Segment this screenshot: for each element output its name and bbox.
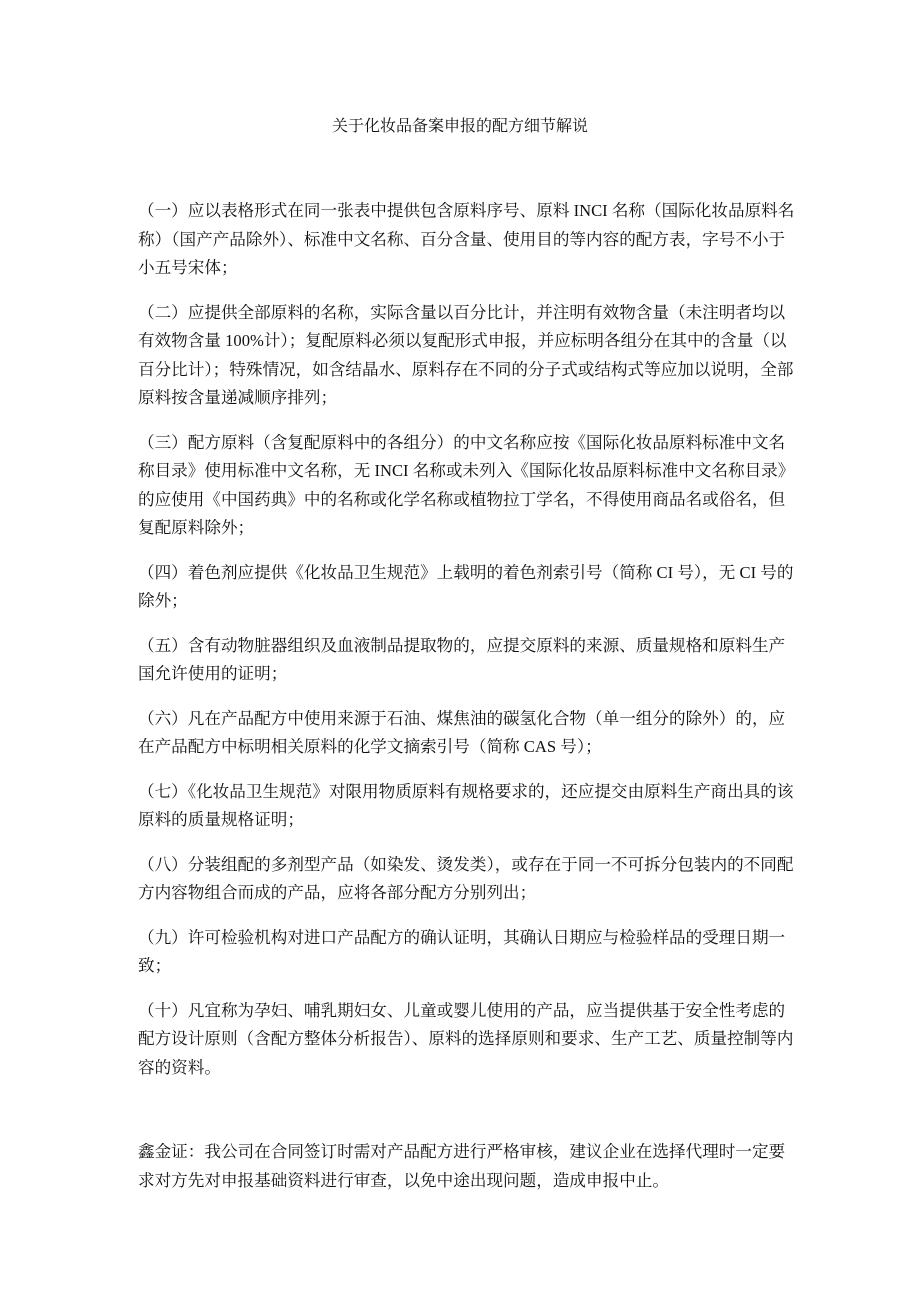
text-line: 配方设计原则（含配方整体分析报告）、原料的选择原则和要求、生产工艺、质量控制等内 <box>138 1029 794 1048</box>
text-line: 求对方先对申报基础资料进行审查，以免中途出现问题，造成申报中止。 <box>138 1170 669 1190</box>
text-line: （三）配方原料（含复配原料中的各组分）的中文名称应按《国际化妆品原料标准中文名 <box>138 432 786 452</box>
text-line: 原料按含量递减顺序排列； <box>138 388 338 407</box>
document-title: 关于化妆品备案申报的配方细节解说 <box>331 118 588 135</box>
text-line: 原料的质量规格证明； <box>138 810 304 829</box>
text-line: 复配原料除外； <box>138 518 255 537</box>
requirement-paragraph <box>138 851 794 908</box>
requirement-paragraph <box>138 924 788 981</box>
text-line: 有效物含量 100%计）；复配原料必须以复配形式申报，并应标明各组分在其中的含量（以 <box>138 331 787 350</box>
text-line: （八）分装组配的多剂型产品（如染发、烫发类），或存在于同一不可拆分包装内的不同配 <box>138 854 794 874</box>
text-line: 百分比计）；特殊情况，如含结晶水、原料存在不同的分子式或结构式等应加以说明，全部 <box>138 359 794 379</box>
text-line: 鑫金证：我公司在合同签订时需对产品配方进行严格审核，建议企业在选择代理时一定要 <box>138 1142 786 1161</box>
requirement-paragraph <box>138 429 795 543</box>
text-line: 的应使用《中国药典》中的名称或化学名称或植物拉丁学名，不得使用商品名或俗名，但 <box>138 489 786 509</box>
text-line: 小五号宋体； <box>138 258 238 277</box>
text-line: 方内容物组合而成的产品，应将各部分配方分别列出； <box>138 883 537 902</box>
closing-paragraph <box>138 1138 788 1195</box>
requirement-paragraph <box>138 299 794 413</box>
text-line: （七）《化妆品卫生规范》对限用物质原料有规格要求的，还应提交由原料生产商出具的该 <box>138 781 794 801</box>
text-line: 在产品配方中标明相关原料的化学文摘索引号（简称 CAS 号）； <box>138 737 602 756</box>
text-line: 国允许使用的证明； <box>138 664 288 683</box>
requirement-paragraph <box>138 997 794 1083</box>
text-line: （四）着色剂应提供《化妆品卫生规范》上载明的着色剂索引号（简称 CI 号），无 CI 号的 <box>138 562 794 582</box>
text-line: 称）（国产产品除外）、标准中文名称、百分含量、使用目的等内容的配方表，字号不小于 <box>138 229 786 249</box>
text-line: 致； <box>138 956 172 975</box>
requirement-paragraph <box>138 197 795 283</box>
requirement-paragraph <box>138 778 794 835</box>
text-line: （十）凡宜称为孕妇、哺乳期妇女、儿童或婴儿使用的产品，应当提供基于安全性考虑的 <box>138 1000 786 1020</box>
document-body <box>138 197 795 1211</box>
requirement-paragraph <box>138 705 788 762</box>
text-line: （六）凡在产品配方中使用来源于石油、煤焦油的碳氢化合物（单一组分的除外）的，应 <box>138 708 786 728</box>
text-line: （九）许可检验机构对进口产品配方的确认证明，其确认日期应与检验样品的受理日期一 <box>138 927 786 947</box>
text-line: （一）应以表格形式在同一张表中提供包含原料序号、原料 INCI 名称（国际化妆品原料名 <box>138 201 795 220</box>
requirement-paragraph <box>138 632 788 689</box>
text-line: （五）含有动物脏器组织及血液制品提取物的，应提交原料的来源、质量规格和原料生产 <box>138 635 786 655</box>
requirement-paragraph <box>138 559 794 616</box>
text-line: 称目录》使用标准中文名称，无 INCI 名称或未列入《国际化妆品原料标准中文名称目录》 <box>138 461 795 480</box>
text-line: 除外； <box>138 591 188 610</box>
text-line: （二）应提供全部原料的名称，实际含量以百分比计，并注明有效物含量（未注明者均以 <box>138 302 786 322</box>
text-line: 容的资料。 <box>138 1057 221 1077</box>
